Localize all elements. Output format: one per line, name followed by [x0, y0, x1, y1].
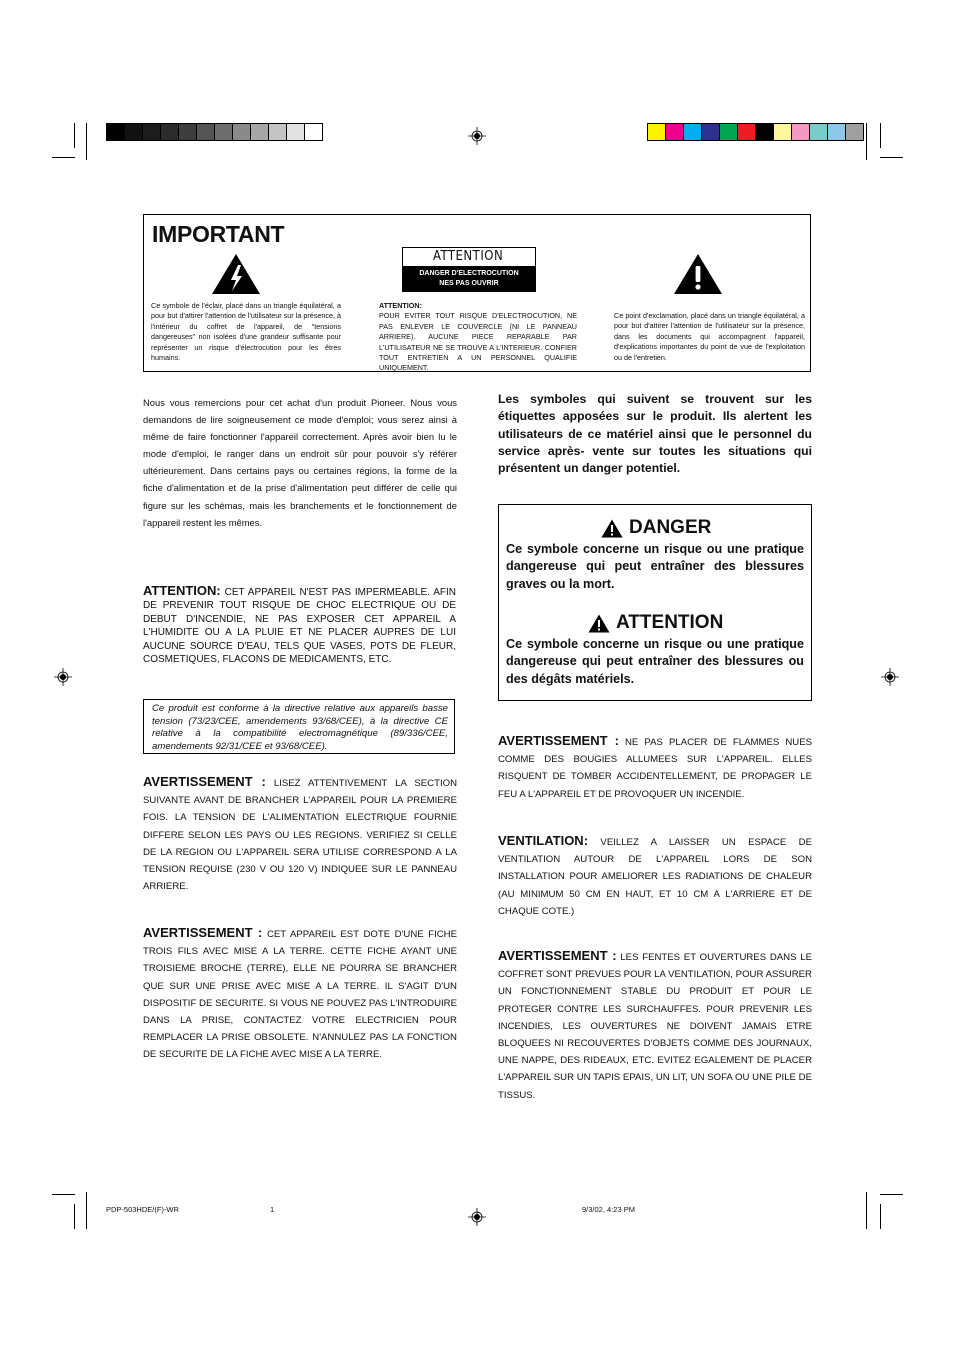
- attention-heading: ATTENTION:: [143, 583, 221, 598]
- crop-mark: [866, 1192, 867, 1229]
- crop-mark: [52, 157, 75, 158]
- warning-flames-heading: AVERTISSEMENT :: [498, 733, 619, 748]
- color-swatch: [251, 124, 269, 140]
- warning-flames-text: NE PAS PLACER DE FLAMMES NUES COMME DES BOUGIES ALLUMEES SUR L'APPAREIL. ELLES RISQUENT DE TOMBER ACCIDENTELLEMENT, DE PROPAGER LE FEU A L'APPAREIL ET DE PROVOQUER UN INCENDIE.: [498, 737, 812, 800]
- attention-label-line1: DANGER D'ELECTROCUTION: [419, 270, 519, 277]
- crop-mark: [74, 123, 75, 148]
- crop-mark: [880, 123, 881, 148]
- lightning-warning-icon: [211, 253, 261, 295]
- attention-text: CET APPAREIL N'EST PAS IMPERMEABLE. AFIN DE PREVENIR TOUT RISQUE DE CHOC ELECTRIQUE OU DE DEBUT D'INCENDIE, NE PAS EXPOSER CET APPAREIL A L'HUMIDITE OU A LA PLUIE ET NE PLACER AUPRES DE LUI AUCUNE SOURCE D'EAU, TELS QUE VASES, POTS DE FLEUR, COSMETIQUES, FLACONS DE MEDICAMENTS, ETC.: [143, 587, 456, 666]
- symbols-intro: Les symboles qui suivent se trouvent sur les étiquettes apposées sur le produit. Ils alertent les utilisateurs de ce matériel ainsi que le personnel du service après- vente sur toutes les situations qui présentent un danger potentiel.: [498, 392, 812, 476]
- attention-box-heading: [588, 612, 723, 634]
- color-bar: [647, 123, 864, 141]
- color-swatch: [143, 124, 161, 140]
- color-swatch: [792, 124, 810, 140]
- footer-timestamp: 9/3/02, 4:23 PM: [582, 1205, 635, 1214]
- warning-ground-plug: [143, 924, 457, 1064]
- center-explanation: [379, 301, 577, 374]
- danger-attention-box: [498, 504, 812, 701]
- crop-mark: [52, 1194, 75, 1195]
- color-swatch: [197, 124, 215, 140]
- color-swatch: [810, 124, 828, 140]
- warning-voltage-text: LISEZ ATTENTIVEMENT LA SECTION SUIVANTE AVANT DE BRANCHER L'APPAREIL POUR LA PREMIERE FOIS. LA TENSION DE L'ALIMENTATION ELECTRIQUE FOURNIE DIFFERE SELON LES PAYS OU LES REGIONS. VERIFIEZ SI CELLE DE LA REGION OU L'APPAREIL SERA UTILISE CORRESPOND A LA TENSION REQUISE (230 V OU 120 V) INDIQUEE SUR LE PANNEAU ARRIERE.: [143, 778, 457, 893]
- center-explanation-title: ATTENTION:: [379, 301, 422, 310]
- intro-paragraph: Nous vous remercions pour cet achat d'un produit Pioneer. Nous vous demandons de lire soigneusement ce mode d'emploi; vous serez ainsi à même de faire fonctionner l'appareil correctement. Après avoir bien lu le mode d'emploi, le ranger dans un endroit sûr pour pouvoir s'y référer ultérieurement. Dans certains pays ou certaines régions, la forme de la fiche d'alimentation et de la prise d'alimentation peut différer de celle qui figure sur les schémas, mais les branchements et le fonctionnement de l'appareil restent les mêmes.: [143, 397, 457, 528]
- registration-mark-icon: [468, 1208, 486, 1226]
- color-swatch: [666, 124, 684, 140]
- warning-flames: [498, 732, 812, 803]
- ce-conformity-box: Ce produit est conforme à la directive relative aux appareils basse tension (73/23/CEE, amendements 93/68/CEE), à la directive CE relative à la compatibilité electromagnétique (89/336/CEE, amendements 92/31/CEE et 93/68/CEE).: [143, 699, 455, 754]
- warning-openings: [498, 947, 812, 1104]
- color-swatch: [161, 124, 179, 140]
- attention-label: [402, 247, 536, 292]
- important-title: IMPORTANT: [152, 221, 285, 247]
- color-swatch: [756, 124, 774, 140]
- registration-mark-icon: [54, 668, 72, 686]
- registration-mark-icon: [468, 127, 486, 145]
- exclamation-explanation: Ce point d'exclamation, placé dans un triangle équilatéral, a pour but d'attirer l'attention de l'utilisateur sur la présence, dans les documents qui accompagnent l'appareil, d'explications importantes du point de vue de l'exploitation ou de l'entretien.: [614, 311, 805, 362]
- center-explanation-text: POUR EVITER TOUT RISQUE D'ELECTROCUTION, NE PAS ENLEVER LE COUVERCLE (NI LE PANNEAU ARRIERE). AUCUNE PIECE REPARABLE PAR L'UTILISATEUR NE SE TROUVE A L'INTERIEUR. CONFIER TOUT ENTRETIEN A UN PERSONNEL QUALIFIE UNIQUEMENT.: [379, 311, 577, 373]
- color-swatch: [774, 124, 792, 140]
- warning-triangle-icon: [601, 519, 623, 538]
- color-swatch: [269, 124, 287, 140]
- danger-title: DANGER: [629, 517, 712, 538]
- warning-ground-plug-heading: AVERTISSEMENT :: [143, 925, 263, 940]
- ventilation-heading: VENTILATION:: [498, 833, 589, 848]
- attention-box-text: Ce symbole concerne un risque ou une pratique dangereuse qui peut entraîner des blessures ou des dégâts matériels.: [506, 637, 804, 686]
- danger-text: Ce symbole concerne un risque ou une pratique dangereuse qui peut entraîner des blessures graves ou la mort.: [506, 542, 804, 591]
- warning-openings-text: LES FENTES ET OUVERTURES DANS LE COFFRET SONT PREVUES POUR LA VENTILATION, POUR ASSURER UN FONCTIONNEMENT STABLE DU PRODUIT ET POUR LE PROTEGER CONTRE LES SURCHAUFFES. POUR PREVENIR LES INCENDIES, LES OUVERTURES NE DOIVENT JAMAIS ETRE BLOQUEES NI RECOUVERTES D'OBJETS COMME DES JOURNAUX, UNE NAPPE, DES RIDEAUX, ETC. EVITEZ EGALEMENT DE PLACER L'APPAREIL SUR UN TAPIS EPAIS, UN LIT, UN SOFA OU UNE PILE DE TISSUS.: [498, 952, 812, 1101]
- registration-mark-icon: [881, 668, 899, 686]
- grayscale-bar: [106, 123, 323, 141]
- warning-voltage-heading: AVERTISSEMENT :: [143, 774, 266, 789]
- color-swatch: [233, 124, 251, 140]
- lightning-explanation: Ce symbole de l'éclair, placé dans un triangle équilatéral, a pour but d'attirer l'attention de l'utilisateur sur la présence, à l'intérieur du coffret de l'appareil, de "tensions dangereuses" non isolées d'une grandeur suffisante pour représenter un risque d'électrocution pour les êtres humains.: [151, 301, 341, 363]
- crop-mark: [880, 1204, 881, 1229]
- color-swatch: [125, 124, 143, 140]
- footer-page-number: 1: [270, 1205, 275, 1214]
- color-swatch: [720, 124, 738, 140]
- crop-mark: [74, 1204, 75, 1229]
- warning-ground-plug-text: CET APPAREIL EST DOTE D'UNE FICHE TROIS FILS AVEC MISE A LA TERRE. CETTE FICHE AYANT UNE TROISIEME BROCHE (TERRE), ELLE NE POURRA SE BRANCHER QUE SUR UNE PRISE AVEC MISE A LA TERRE. IL S'AGIT D'UN DISPOSITIF DE SECURITE. SI VOUS NE POUVEZ PAS L'INTRODUIRE DANS LA PRISE, CONTACTEZ VOTRE ELECTRICIEN POUR REMPLACER LA PRISE OBSOLETE. N'ANNULEZ PAS LA FONCTION DE SECURITE DE LA FICHE AVEC MISE A LA TERRE.: [143, 929, 457, 1061]
- important-box: [143, 214, 811, 372]
- color-swatch: [215, 124, 233, 140]
- attention-label-body: [403, 267, 535, 291]
- color-swatch: [828, 124, 846, 140]
- color-swatch: [846, 124, 863, 140]
- color-swatch: [702, 124, 720, 140]
- footer-filename: PDP-503HDE/(F)-WR: [106, 1205, 179, 1214]
- color-swatch: [738, 124, 756, 140]
- color-swatch: [179, 124, 197, 140]
- ventilation-text: VEILLEZ A LAISSER UN ESPACE DE VENTILATION AUTOUR DE L'APPAREIL LORS DE SON INSTALLATION POUR AMELIORER LES RADIATIONS DE CHALEUR (AU MINIMUM 50 CM EN HAUT, ET 10 CM A L'ARRIERE ET DE CHAQUE COTE.): [498, 837, 812, 917]
- attention-label-line2: NES PAS OUVRIR: [439, 280, 499, 287]
- exclamation-warning-icon: [673, 253, 723, 295]
- color-swatch: [305, 124, 322, 140]
- attention-label-title: ATTENTION: [403, 248, 535, 267]
- color-swatch: [648, 124, 666, 140]
- crop-mark: [880, 1194, 903, 1195]
- color-swatch: [107, 124, 125, 140]
- warning-triangle-icon: [588, 614, 610, 633]
- color-swatch: [684, 124, 702, 140]
- attention-box-title: ATTENTION: [616, 612, 724, 633]
- warning-voltage: [143, 773, 457, 895]
- danger-heading: [601, 517, 711, 539]
- color-swatch: [287, 124, 305, 140]
- attention-paragraph: [143, 584, 456, 666]
- crop-mark: [880, 157, 903, 158]
- crop-mark: [86, 1192, 87, 1229]
- warning-openings-heading: AVERTISSEMENT :: [498, 948, 617, 963]
- ventilation-notice: [498, 832, 812, 920]
- crop-mark: [866, 123, 867, 160]
- crop-mark: [86, 123, 87, 160]
